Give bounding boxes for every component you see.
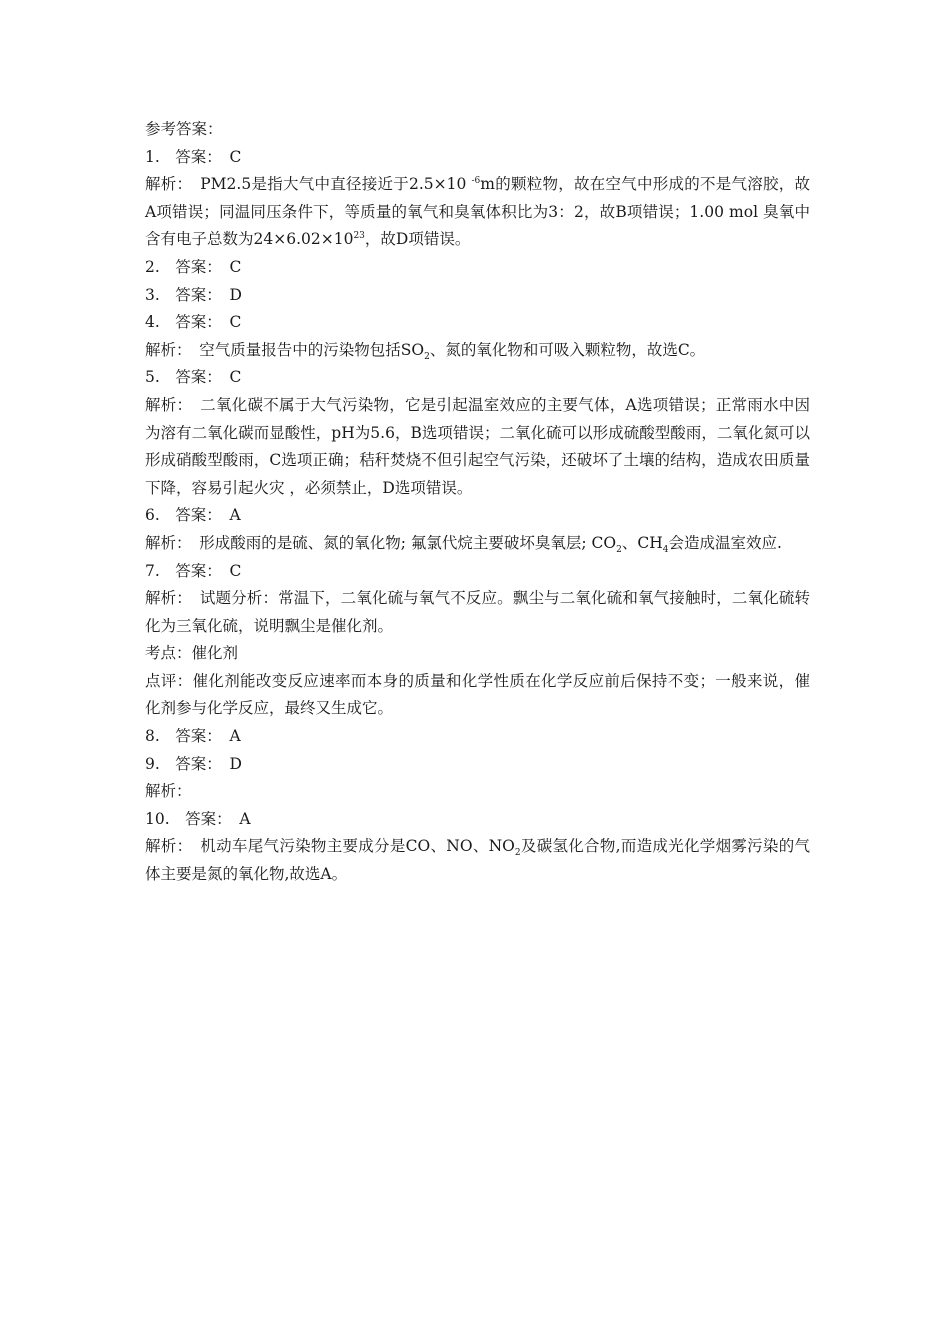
- answer-9: 9. 答案： D: [145, 754, 242, 773]
- answer-7: 7. 答案： C: [145, 561, 242, 580]
- analysis-10: 解析： 机动车尾气污染物主要成分是CO、NO、$NO_2$及碳氢化合物,而造成光化学烟雾污染的气体主要是氮的氧化物,故选A。: [145, 837, 811, 884]
- analysis-5: 解析： 二氧化碳不属于大气污染物，它是引起温室效应的主要气体，A选项错误；正常雨水中因为溶有二氧化碳而显酸性，pH为5.6，B选项错误；二氧化硫可以形成硫酸型酸雨，二氧化氮可以形成硝酸型酸雨，C选项正确；秸秆焚烧不但引起空气污染，还破坏了土壤的结构，造成农田质量下降，容易引起火灾 ，必须禁止，D选项错误。: [145, 395, 810, 497]
- analysis-4: 解析： 空气质量报告中的污染物包括$SO_2$、氮的氧化物和可吸入颗粒物，故选C。: [145, 340, 706, 362]
- answer-8: 8. 答案： A: [145, 727, 241, 746]
- answer-key-heading: 参考答案：: [145, 120, 223, 138]
- exam-point: 考点：催化剂: [145, 644, 239, 663]
- analysis-6: 解析： 形成酸雨的是硫、氮的氧化物; 氟氯代烷主要破坏臭氧层; $CO_2$、$CH_4$会造成温室效应.: [145, 533, 782, 555]
- answer-6: 6. 答案： A: [145, 506, 241, 525]
- answer-2: 2. 答案： C: [145, 257, 242, 276]
- analysis-1: 解析： PM2.5是指大气中直径接近于2.5×10 $^{-6}$m的颗粒物，故在空气中形成的不是气溶胶，故A项错误；同温同压条件下，等质量的氧气和臭氧体积比为3：2，故B项错误；1.00 mol 臭氧中含有电子总数为$24\times 6.02\times 10^{23}$，故D项错误。: [145, 175, 810, 249]
- answer-3: 3. 答案： D: [145, 285, 242, 304]
- answer-5: 5. 答案： C: [145, 368, 242, 387]
- comment: 点评：催化剂能改变反应速率而本身的质量和化学性质在化学反应前后保持不变；一般来说，催化剂参与化学反应，最终又生成它。: [145, 671, 810, 718]
- answer-key-document: [145, 116, 810, 889]
- answer-4: 4. 答案： C: [145, 313, 242, 332]
- analysis-7: 解析： 试题分析：常温下，二氧化硫与氧气不反应。飘尘与二氧化硫和氧气接触时，二氧化硫转化为三氧化硫，说明飘尘是催化剂。: [145, 589, 810, 635]
- answer-1: 1. 答案： C: [145, 147, 242, 166]
- analysis-9: 解析：: [145, 782, 192, 801]
- answer-10: 10. 答案： A: [145, 809, 251, 828]
